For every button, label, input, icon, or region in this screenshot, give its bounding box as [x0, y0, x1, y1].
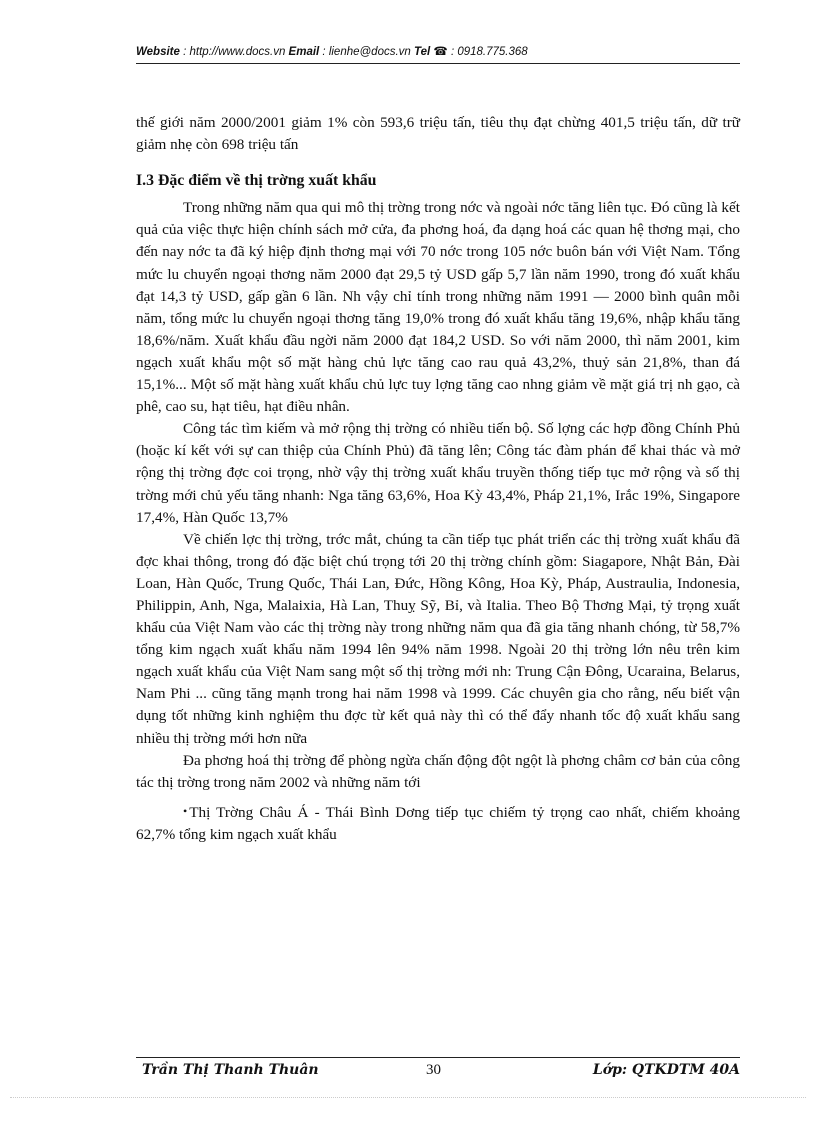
footer-divider: [136, 1057, 740, 1058]
email-address[interactable]: : lienhe@docs.vn: [319, 46, 415, 58]
website-url[interactable]: : http://www.docs.vn: [179, 46, 289, 58]
page-footer: [136, 1062, 740, 1084]
header-divider: [136, 63, 740, 64]
bullet-item: [136, 800, 740, 846]
page-header: [136, 44, 740, 58]
page-number: 30: [426, 1062, 441, 1078]
document-body: [136, 112, 740, 846]
paragraph-2: Công tác tìm kiếm và mở rộng thị trờng có nhiều tiến bộ. Số lợng các hợp đồng Chính Phủ (hoặc kí kết với sự can thiệp của Chính Phủ) đã tăng lên; Công tác đàm phán để khai thác và mở rộng thị trờng đợc coi trọng, nhờ vậy thị trờng xuất khẩu truyền thống tiếp tục mở rộng và số thị trờng mới chủ yếu tăng nhanh: Nga tăng 63,6%, Hoa Kỳ 43,4%, Pháp 21,1%, Irắc 19%, Singapore 17,4%, Hàn Quốc 13,7%: [136, 420, 740, 526]
footer-author: Trần Thị Thanh Thuân: [142, 1062, 319, 1078]
footer-class: Lớp: QTKDTM 40A: [592, 1062, 740, 1078]
bottom-dotted-divider: [10, 1097, 806, 1098]
paragraph-1: Trong những năm qua qui mô thị trờng trong nớc và ngoài nớc tăng liên tục. Đó cũng là kết quả của việc thực hiện chính sách mở cửa, đa phơng hoá, đa dạng hoá các quan hệ thơng mại, cho đến nay nớc ta đã ký hiệp định thơng mại với 70 nớc trong 105 nớc buôn bán với Việt Nam. Tổng mức lu chuyển ngoại thơng năm 2000 đạt 29,5 tỷ USD gấp 5,7 lần năm 1990, trong đó xuất khẩu đạt 14,3 tỷ USD, gấp gần 6 lần. Nh vậy chỉ tính trong những năm 1991 — 2000 bình quân mỗi năm, tổng mức lu chuyển ngoại thơng tăng 19,0% trong đó xuất khẩu tăng 19,6%, nhập khẩu tăng 18,6%/năm. Xuất khẩu đầu ngời năm 2000 đạt 184,2 USD. So với năm 2000, thì năm 2001, kim ngạch xuất khẩu một số mặt hàng chủ lực tăng cao rau quả 43,2%, thuỷ sản 21,8%, than đá 15,1%... Một số mặt hàng xuất khẩu chủ lực tuy lợng tăng cao nhng giảm về mặt giá trị nh gạo, cà phê, cao su, hạt tiêu, hạt điều nhân.: [136, 199, 740, 416]
lead-paragraph: thế giới năm 2000/2001 giảm 1% còn 593,6 triệu tấn, tiêu thụ đạt chừng 401,5 triệu tấn, dữ trữ giảm nhẹ còn 698 triệu tấn: [136, 114, 740, 154]
bullet-text: Thị Trờng Châu Á - Thái Bình Dơng tiếp tục chiếm tỷ trọng cao nhất, chiếm khoảng 62,7% tổng kim ngạch xuất khẩu: [136, 803, 740, 843]
bullet-icon: •: [183, 803, 188, 818]
section-heading: I.3 Đặc điểm về thị trờng xuất khẩu: [136, 172, 377, 190]
website-label: Website: [136, 46, 180, 58]
email-label: Email: [288, 46, 320, 58]
paragraph-4: Đa phơng hoá thị trờng để phòng ngừa chấn động đột ngột là phơng châm cơ bản của công tác thị trờng trong năm 2002 và những năm tới: [136, 751, 740, 791]
phone-number: : 0918.775.368: [447, 46, 528, 58]
phone-icon: ☎: [433, 46, 448, 58]
paragraph-3: Về chiến lợc thị trờng, trớc mắt, chúng ta cần tiếp tục phát triển các thị trờng xuất khẩu đã đợc khai thông, trong đó đặc biệt chú trọng tới 20 thị trờng chính gồm: Siagapore, Nhật Bản, Đài Loan, Hàn Quốc, Trung Quốc, Thái Lan, Đức, Hồng Kông, Hoa Kỳ, Pháp, Austraulia, Indonesia, Philippin, Anh, Nga, Malaixia, Hà Lan, Thuỵ Sỹ, Bỉ, và Italia. Theo Bộ Thơng Mại, tỷ trọng xuất khẩu của Việt Nam vào các thị trờng này trong những năm qua đã gia tăng nhanh chóng, từ 58,7% tổng kim ngạch xuất khẩu năm 1994 lên 94% năm 1998. Ngoài 20 thị trờng lớn nêu trên kim ngạch xuất khẩu của Việt Nam sang một số thị trờng mới nh: Trung Cận Đông, Ucaraina, Belarus, Nam Phi ... cũng tăng mạnh trong hai năm 1998 và 1999. Các chuyên gia cho rằng, nếu biết vận dụng tốt những kinh nghiệm thu đợc từ kết quả này thì có thể đẩy nhanh tốc độ xuất khẩu sang nhiều thị trờng mới hơn nữa: [136, 530, 740, 747]
tel-label: Tel: [414, 46, 431, 58]
